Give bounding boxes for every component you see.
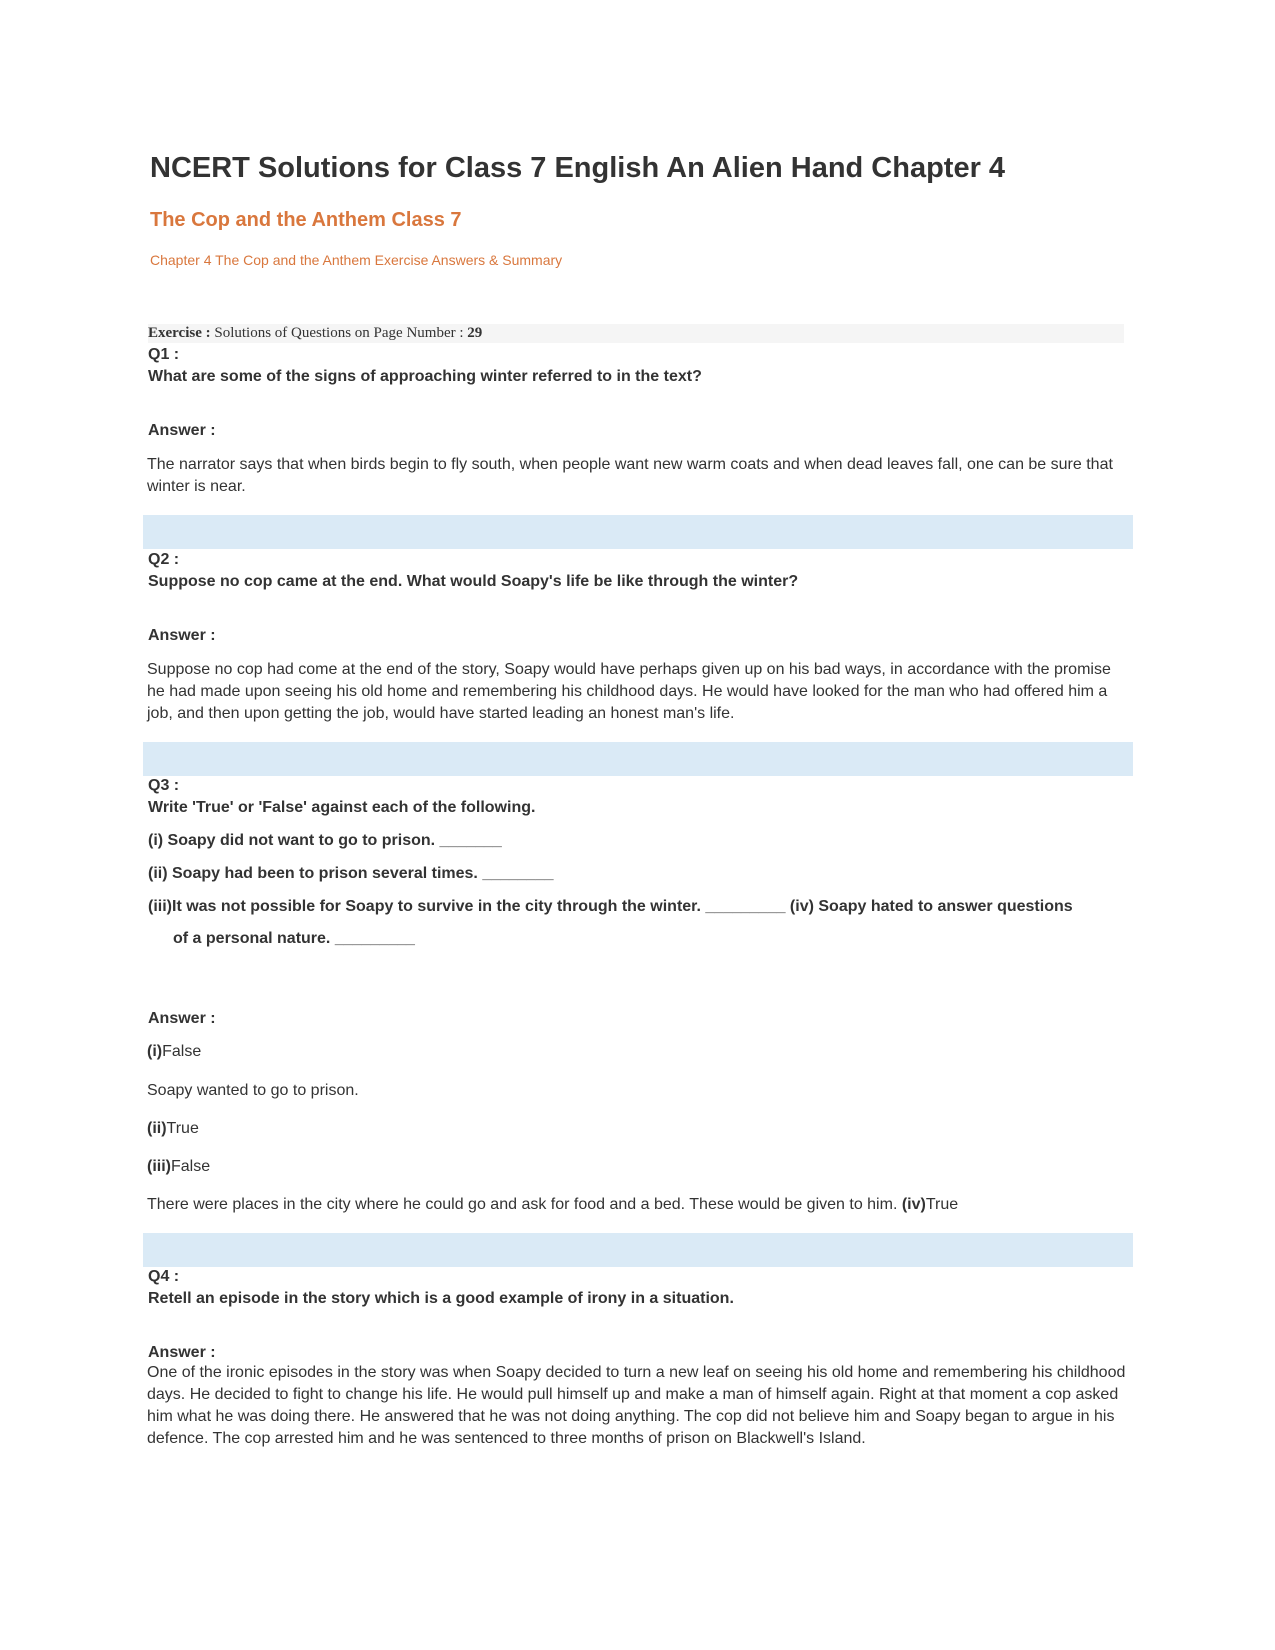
q4-answer: One of the ironic episodes in the story was when Soapy decided to turn a new leaf on seeing his old home and remembering his childhood days. He decided to fight to change his life. He would pull himself up and make a man of himself again. Right at that moment a cop asked him what he was doing there. He answered that he was not doing anything. The cop did not believe him and Soapy began to argue in his defence. The cop arrested him and he was sentenced to three months of prison on Blackwell's Island. [147, 1364, 1126, 1447]
exercise-page-number: 29 [467, 325, 483, 341]
q4-question: Retell an episode in the story which is a good example of irony in a situation. [148, 1290, 734, 1307]
q1-answer-label: Answer : [148, 422, 216, 439]
q3-answer-ii-value: True [166, 1120, 199, 1137]
page-title: NCERT Solutions for Class 7 English An Alien Hand Chapter 4 [150, 152, 1006, 184]
q2-answer-label: Answer : [148, 627, 216, 644]
q3-item-i: (i) Soapy did not want to go to prison. _______ [148, 832, 502, 849]
exercise-label: Exercise : [148, 325, 211, 341]
q3-answer-ii [147, 1118, 1127, 1140]
q2-label: Q2 : [148, 551, 180, 568]
separator-3 [143, 1233, 1133, 1267]
exercise-bar [148, 324, 1124, 343]
page-tagline: Chapter 4 The Cop and the Anthem Exercise Answers & Summary [150, 252, 563, 268]
q3-answer-iv-num: (iv) [901, 1196, 926, 1213]
q3-item-iii: (iii)It was not possible for Soapy to survive in the city through the winter. _________ (iv) Soapy hated to answer questions [148, 898, 1073, 915]
q3-answer-i-explanation: Soapy wanted to go to prison. [147, 1082, 359, 1099]
q3-answer-label: Answer : [148, 1010, 216, 1027]
separator-1 [143, 515, 1133, 549]
q3-item-ii: (ii) Soapy had been to prison several times. ________ [148, 865, 554, 882]
q3-answer-i-value: False [162, 1043, 202, 1060]
q1-answer: The narrator says that when birds begin to fly south, when people want new warm coats and when dead leaves fall, one can be sure that winter is near. [147, 456, 1113, 495]
q3-answer-iii-num: (iii) [147, 1158, 171, 1175]
exercise-text: Solutions of Questions on Page Number : [210, 325, 468, 341]
q4-label: Q4 : [148, 1268, 180, 1285]
page-subtitle: The Cop and the Anthem Class 7 [150, 209, 462, 231]
q3-answer-iii-explanation-text: There were places in the city where he could go and ask for food and a bed. These would be given to him. [147, 1196, 902, 1213]
q3-answer-ii-num: (ii) [147, 1120, 167, 1137]
q3-answer-i-num: (i) [147, 1043, 163, 1060]
q3-answer-iv-value: True [925, 1196, 959, 1213]
q3-item-iv-continued: of a personal nature. _________ [173, 930, 415, 947]
q3-answer-iii-value: False [171, 1158, 211, 1175]
q3-answer-iii [147, 1156, 1127, 1178]
q2-answer: Suppose no cop had come at the end of the story, Soapy would have perhaps given up on his bad ways, in accordance with the promise he had made upon seeing his old home and remembering his childhood days. He would have looked for the man who had offered him a job, and then upon getting the job, would have started leading an honest man's life. [147, 661, 1111, 722]
q3-answer-i [147, 1041, 1127, 1063]
q3-answer-iii-explanation [147, 1194, 1127, 1216]
q3-question: Write 'True' or 'False' against each of the following. [148, 799, 536, 816]
q1-question: What are some of the signs of approaching winter referred to in the text? [148, 368, 702, 385]
q4-answer-label: Answer : [148, 1344, 216, 1361]
separator-2 [143, 742, 1133, 776]
q2-question: Suppose no cop came at the end. What would Soapy's life be like through the winter? [148, 573, 799, 590]
q1-label: Q1 : [148, 346, 180, 363]
q3-label: Q3 : [148, 777, 180, 794]
